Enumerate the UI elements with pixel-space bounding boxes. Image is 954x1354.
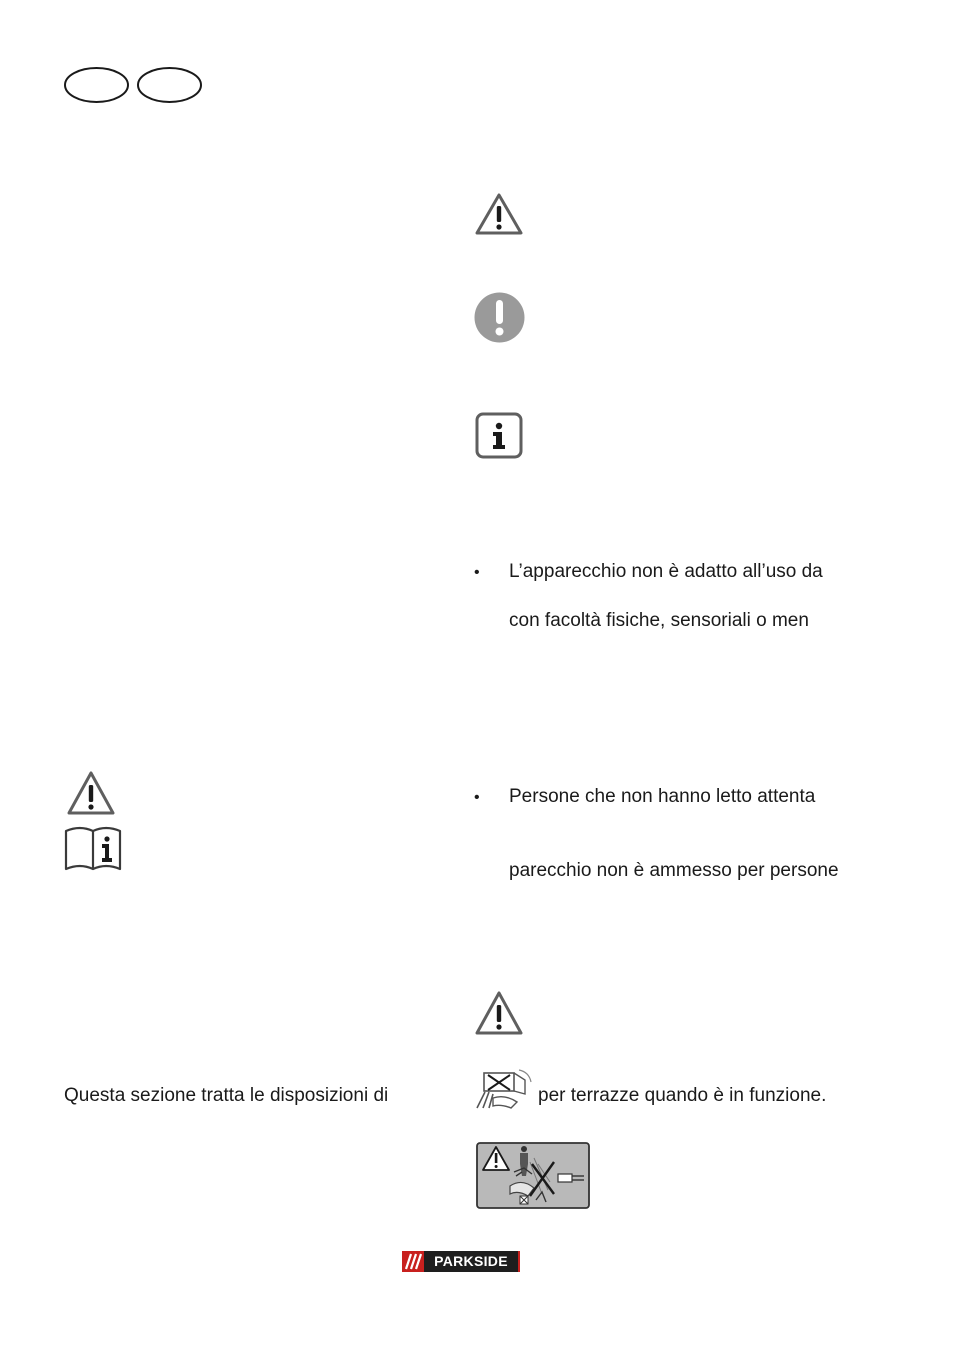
safety-label-pictogram-icon [476,1142,590,1209]
logo-stripes-icon [402,1251,424,1272]
bullet-2-line-1: Persone che non hanno letto attenta [509,786,816,807]
warning-triangle-icon [474,990,524,1036]
bullet-1-line-2: con facoltà fisiche, sensoriali o men [509,610,809,631]
warning-triangle-icon [474,192,524,236]
bullet-marker: • [474,564,480,581]
warning-triangle-icon [66,770,116,816]
parkside-logo [402,1251,520,1272]
brand-name: PARKSIDE [424,1251,518,1272]
no-terrace-pictogram-icon [475,1068,533,1110]
section-text: Questa sezione tratta le disposizioni di [64,1085,389,1106]
exclamation-circle-icon [474,292,525,343]
read-manual-book-icon [64,825,122,871]
info-box-icon [475,412,523,459]
language-badge-ovals [64,66,204,104]
terrace-text: per terrazze quando è in funzione. [538,1085,827,1106]
bullet-2-line-2: parecchio non è ammesso per persone [509,860,839,881]
bullet-1-line-1: L’apparecchio non è adatto all’uso da [509,561,823,582]
bullet-marker: • [474,789,480,806]
